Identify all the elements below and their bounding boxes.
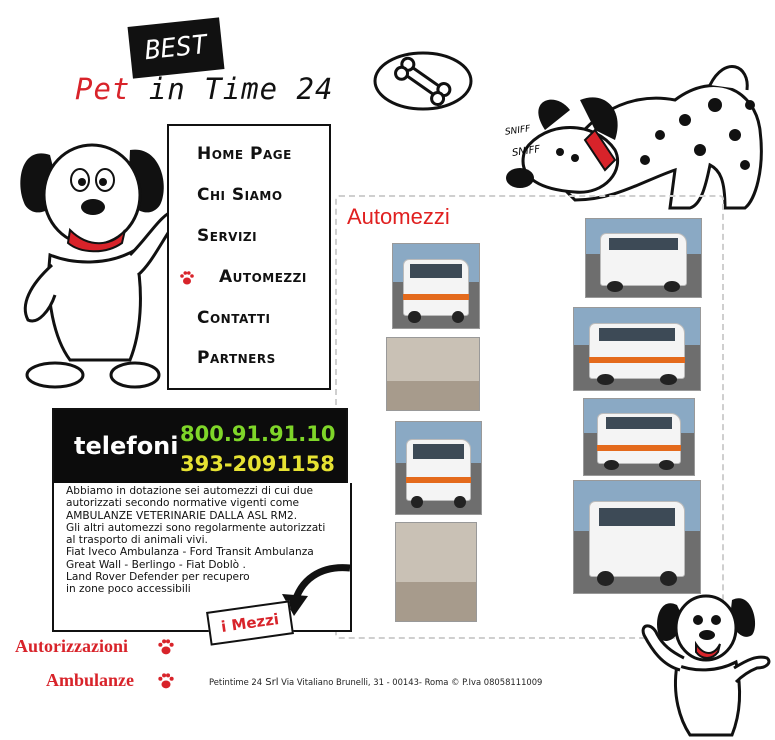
vehicle-photo-land-rover[interactable]	[573, 480, 701, 594]
vehicle-photo-iveco[interactable]	[392, 243, 480, 329]
phone-panel	[52, 408, 348, 487]
menu-item-automezzi[interactable]: Automezzi	[219, 267, 307, 287]
menu-item-partners[interactable]: Partners	[197, 348, 276, 368]
phones-label: telefoni	[74, 432, 179, 460]
curved-arrow-icon	[280, 560, 360, 620]
footer-info	[209, 677, 542, 688]
menu-item-chi-siamo[interactable]: Chi Siamo	[197, 185, 283, 205]
menu-item-home-page[interactable]: Home Page	[197, 144, 292, 164]
vehicle-photo-berlingo[interactable]	[583, 398, 695, 476]
description-line: Land Rover Defender per recupero	[66, 571, 250, 584]
phone-number-1[interactable]: 800.91.91.10	[180, 422, 336, 446]
link-autorizzazioni[interactable]: Autorizzazioni	[15, 636, 128, 656]
sniff-text-1: SNIFF	[504, 124, 532, 138]
bone-icon	[368, 48, 478, 114]
description-line: autorizzati secondo normative vigenti come	[66, 497, 300, 510]
paw-icon	[179, 270, 195, 286]
description-line: al trasporto di animali vivi.	[66, 534, 208, 547]
logo-text: in Time 24	[130, 72, 334, 106]
description-line: AMBULANZE VETERINARIE DALLA ASL RM2.	[66, 509, 298, 522]
menu-item-servizi[interactable]: Servizi	[197, 226, 258, 246]
description-line: Gli altri automezzi sono regolarmente autorizzati	[66, 521, 326, 534]
link-ambulanze[interactable]: Ambulanze	[46, 670, 135, 690]
page-title: Automezzi	[347, 204, 450, 229]
vehicle-photo-interior[interactable]	[386, 337, 480, 411]
i-mezzi-button[interactable]: i Mezzi	[206, 600, 294, 645]
paw-icon	[157, 638, 175, 656]
pointing-dog-illustration	[10, 125, 185, 395]
description-line: Abbiamo in dotazione sei automezzi di cui due	[66, 485, 314, 497]
menu-item-contatti[interactable]: Contatti	[197, 308, 271, 328]
site-logo[interactable]	[75, 72, 333, 106]
sniff-text-2: SNIFF	[511, 144, 541, 159]
description-line: Fiat Iveco Ambulanza - Ford Transit Ambulanza	[66, 546, 314, 559]
vehicle-photo-doblo[interactable]	[573, 307, 701, 391]
phone-number-2[interactable]: 393-2091158	[180, 452, 335, 476]
logo-pet: Pet	[75, 72, 131, 106]
vehicle-photo-great-wall[interactable]	[585, 218, 702, 298]
waving-dog-illustration	[632, 580, 772, 740]
vehicle-photo-transit[interactable]	[395, 421, 482, 515]
main-menu	[167, 124, 331, 390]
footer-address: Via Vitaliano Brunelli, 31 - 00143- Roma © P.Iva 08058111009	[278, 677, 543, 687]
paw-icon	[157, 672, 175, 690]
logo-best-badge: BEST	[128, 17, 225, 78]
footer-company: Petintime 24	[209, 677, 263, 687]
description-line: in zone poco accessibili	[66, 583, 191, 596]
vehicle-photo-transit-interior[interactable]	[395, 522, 477, 622]
footer-srl: Srl	[262, 677, 279, 688]
description-line: Great Wall - Berlingo - Fiat Doblò .	[66, 558, 246, 571]
sniffing-dog-illustration	[485, 60, 765, 210]
